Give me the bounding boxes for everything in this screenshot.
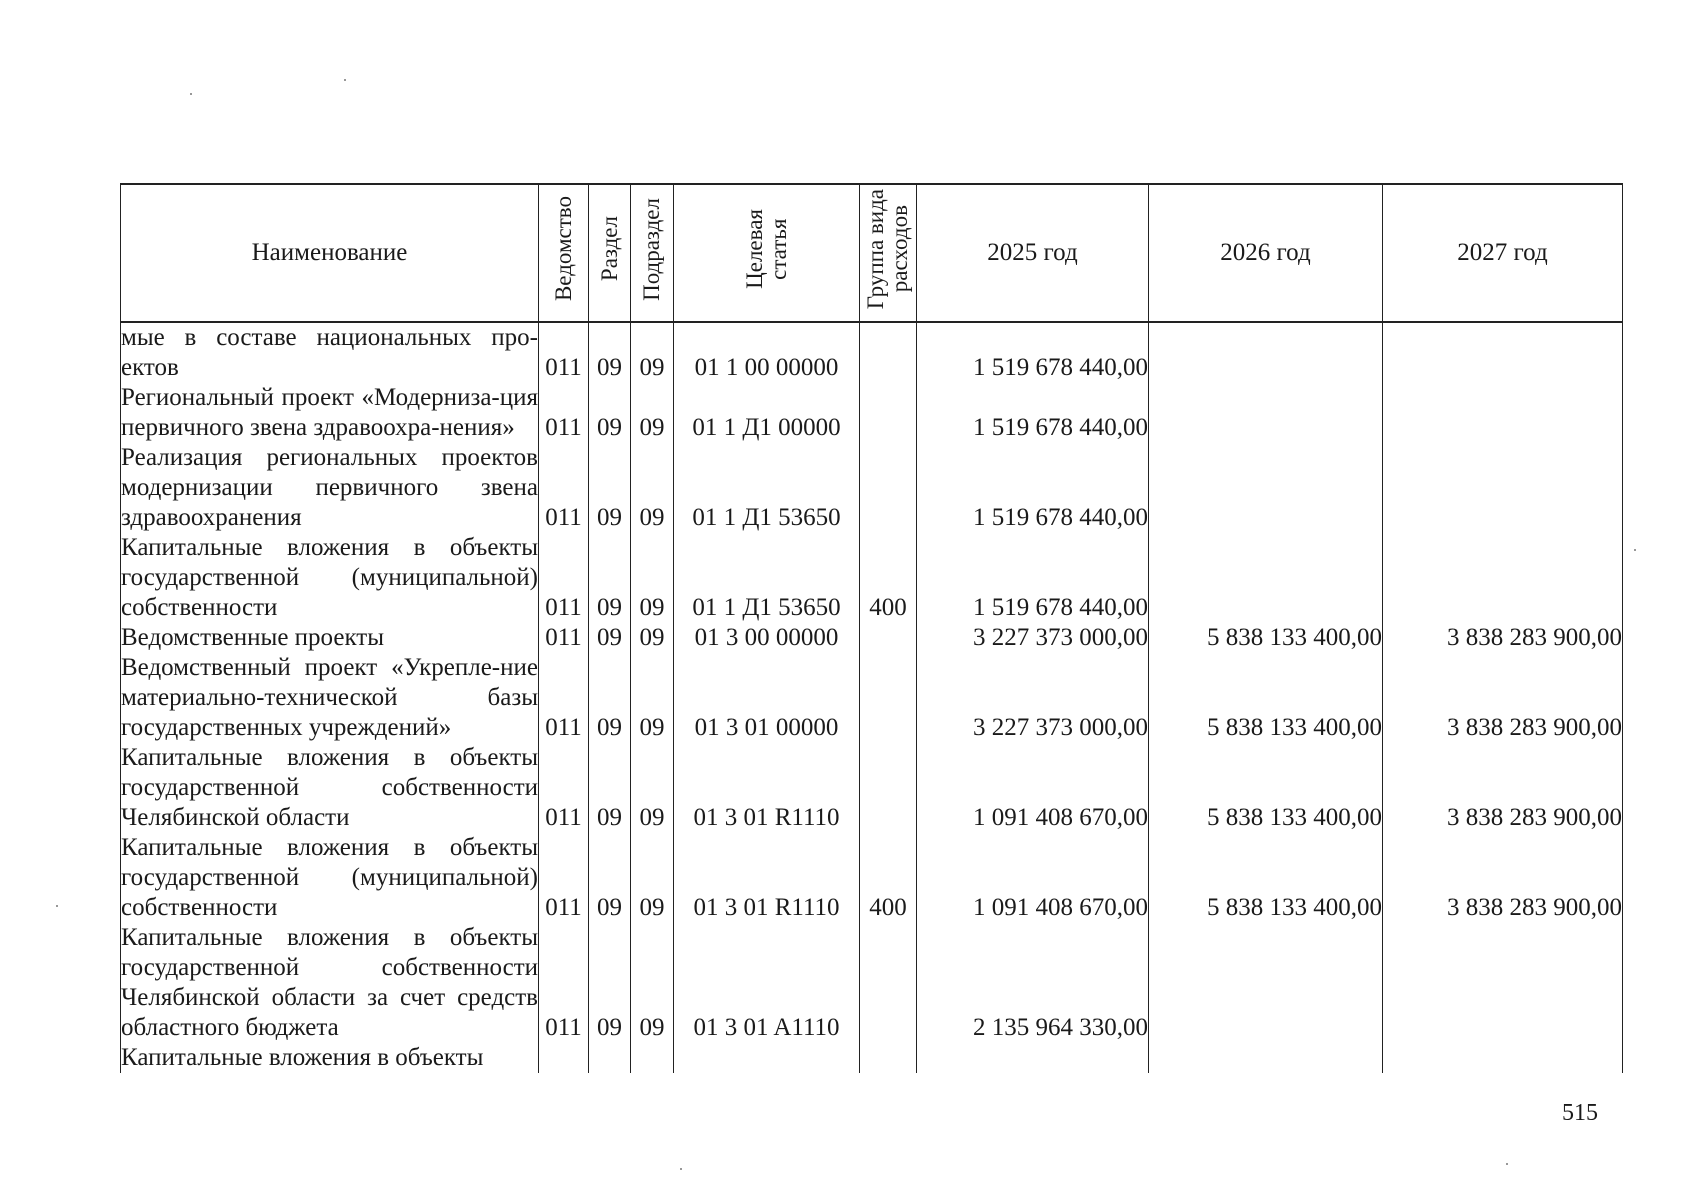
table-row bbox=[121, 1043, 1623, 1073]
cell-2026 bbox=[1149, 923, 1383, 1043]
cell-expense-group bbox=[860, 383, 917, 443]
budget-table-wrapper bbox=[120, 183, 1622, 1073]
cell-target-article: 01 3 01 R1110 bbox=[674, 833, 860, 923]
cell-2026: 5 838 133 400,00 bbox=[1149, 623, 1383, 653]
cell-subsection: 09 bbox=[631, 383, 674, 443]
cell-section: 09 bbox=[589, 923, 631, 1043]
header-2027: 2027 год bbox=[1383, 184, 1623, 322]
header-2026: 2026 год bbox=[1149, 184, 1383, 322]
cell-2026: 5 838 133 400,00 bbox=[1149, 833, 1383, 923]
cell-2025: 3 227 373 000,00 bbox=[917, 623, 1149, 653]
cell-2025: 1 091 408 670,00 bbox=[917, 833, 1149, 923]
cell-subsection: 09 bbox=[631, 653, 674, 743]
cell-name: Капитальные вложения в объекты bbox=[121, 1043, 539, 1073]
cell-expense-group bbox=[860, 322, 917, 383]
scan-speck bbox=[190, 93, 192, 95]
cell-name: Реализация региональных проектов модернизации первичного звена здравоохранения bbox=[121, 444, 538, 531]
cell-expense-group bbox=[860, 443, 917, 533]
cell-2025: 1 519 678 440,00 bbox=[917, 383, 1149, 443]
scan-speck bbox=[344, 79, 346, 81]
table-header-row bbox=[121, 184, 1623, 322]
cell-department: 011 bbox=[539, 833, 589, 923]
table-body bbox=[121, 322, 1623, 1073]
cell-section: 09 bbox=[589, 533, 631, 623]
scan-speck bbox=[56, 905, 58, 907]
header-expense-group: Группа вида расходов bbox=[860, 184, 917, 322]
cell-subsection: 09 bbox=[631, 322, 674, 383]
cell-2027 bbox=[1383, 923, 1623, 1043]
budget-table bbox=[120, 183, 1623, 1073]
header-subsection: Подраздел bbox=[631, 184, 674, 322]
cell-target-article: 01 1 00 00000 bbox=[674, 322, 860, 383]
cell-name: Региональный проект «Модерниза-ция первичного звена здравоохра-нения» bbox=[121, 384, 538, 441]
cell-expense-group bbox=[860, 743, 917, 833]
cell-2027 bbox=[1383, 1043, 1623, 1073]
cell-department: 011 bbox=[539, 322, 589, 383]
cell-section: 09 bbox=[589, 443, 631, 533]
cell-2026 bbox=[1149, 322, 1383, 383]
cell-2026 bbox=[1149, 1043, 1383, 1073]
page-number: 515 bbox=[1562, 1100, 1598, 1126]
cell-2027: 3 838 283 900,00 bbox=[1383, 623, 1623, 653]
table-row bbox=[121, 383, 1623, 443]
table-row bbox=[121, 533, 1623, 623]
cell-section: 09 bbox=[589, 383, 631, 443]
cell-2026 bbox=[1149, 533, 1383, 623]
cell-subsection: 09 bbox=[631, 743, 674, 833]
cell-target-article: 01 3 01 R1110 bbox=[674, 743, 860, 833]
cell-section: 09 bbox=[589, 322, 631, 383]
cell-target-article: 01 3 01 A1110 bbox=[674, 923, 860, 1043]
cell-name: Капитальные вложения в объекты государственной собственности Челябинской области bbox=[121, 744, 538, 831]
cell-name: Капитальные вложения в объекты государственной (муниципальной) собственности bbox=[121, 834, 538, 921]
table-row bbox=[121, 623, 1623, 653]
cell-target-article: 01 1 Д1 53650 bbox=[674, 443, 860, 533]
cell-2026 bbox=[1149, 443, 1383, 533]
cell-name: Ведомственные проекты bbox=[121, 623, 539, 653]
table-row bbox=[121, 833, 1623, 923]
cell-target-article bbox=[674, 1043, 860, 1073]
cell-2027 bbox=[1383, 533, 1623, 623]
cell-2025: 2 135 964 330,00 bbox=[917, 923, 1149, 1043]
cell-department: 011 bbox=[539, 653, 589, 743]
cell-expense-group bbox=[860, 1043, 917, 1073]
cell-department bbox=[539, 1043, 589, 1073]
cell-subsection: 09 bbox=[631, 623, 674, 653]
cell-2025: 1 519 678 440,00 bbox=[917, 322, 1149, 383]
cell-department: 011 bbox=[539, 623, 589, 653]
cell-2027: 3 838 283 900,00 bbox=[1383, 833, 1623, 923]
cell-section: 09 bbox=[589, 833, 631, 923]
table-row bbox=[121, 923, 1623, 1043]
cell-name: Ведомственный проект «Укрепле-ние материально-технической базы государственных учреждений» bbox=[121, 654, 538, 741]
cell-2026 bbox=[1149, 383, 1383, 443]
cell-2026: 5 838 133 400,00 bbox=[1149, 743, 1383, 833]
table-row bbox=[121, 653, 1623, 743]
cell-name: Капитальные вложения в объекты государственной (муниципальной) собственности bbox=[121, 534, 538, 621]
header-section: Раздел bbox=[589, 184, 631, 322]
header-2025: 2025 год bbox=[917, 184, 1149, 322]
cell-expense-group bbox=[860, 653, 917, 743]
cell-2025: 3 227 373 000,00 bbox=[917, 653, 1149, 743]
cell-2027: 3 838 283 900,00 bbox=[1383, 743, 1623, 833]
cell-target-article: 01 1 Д1 00000 bbox=[674, 383, 860, 443]
cell-target-article: 01 3 00 00000 bbox=[674, 623, 860, 653]
cell-expense-group bbox=[860, 623, 917, 653]
cell-department: 011 bbox=[539, 743, 589, 833]
cell-target-article: 01 3 01 00000 bbox=[674, 653, 860, 743]
cell-name: Капитальные вложения в объекты государственной собственности Челябинской области за счет средств областного бюджета bbox=[121, 924, 538, 1041]
cell-section: 09 bbox=[589, 653, 631, 743]
cell-department: 011 bbox=[539, 443, 589, 533]
cell-subsection bbox=[631, 1043, 674, 1073]
header-target-article: Целевая статья bbox=[674, 184, 860, 322]
cell-section bbox=[589, 1043, 631, 1073]
scan-speck bbox=[1506, 1163, 1508, 1165]
cell-section: 09 bbox=[589, 743, 631, 833]
cell-2027 bbox=[1383, 443, 1623, 533]
cell-target-article: 01 1 Д1 53650 bbox=[674, 533, 860, 623]
header-name: Наименование bbox=[121, 184, 539, 322]
cell-department: 011 bbox=[539, 533, 589, 623]
cell-2025: 1 091 408 670,00 bbox=[917, 743, 1149, 833]
cell-expense-group bbox=[860, 923, 917, 1043]
cell-2027: 3 838 283 900,00 bbox=[1383, 653, 1623, 743]
cell-expense-group: 400 bbox=[860, 533, 917, 623]
cell-expense-group: 400 bbox=[860, 833, 917, 923]
header-department: Ведомство bbox=[539, 184, 589, 322]
scan-speck bbox=[680, 1168, 682, 1170]
cell-2025: 1 519 678 440,00 bbox=[917, 533, 1149, 623]
table-row bbox=[121, 322, 1623, 383]
cell-2027 bbox=[1383, 322, 1623, 383]
cell-name: мые в составе национальных про-ектов bbox=[121, 324, 538, 381]
cell-2026: 5 838 133 400,00 bbox=[1149, 653, 1383, 743]
cell-subsection: 09 bbox=[631, 443, 674, 533]
cell-2025 bbox=[917, 1043, 1149, 1073]
cell-section: 09 bbox=[589, 623, 631, 653]
table-row bbox=[121, 743, 1623, 833]
cell-subsection: 09 bbox=[631, 533, 674, 623]
cell-department: 011 bbox=[539, 383, 589, 443]
scan-speck bbox=[1634, 549, 1636, 551]
cell-2027 bbox=[1383, 383, 1623, 443]
cell-subsection: 09 bbox=[631, 923, 674, 1043]
cell-subsection: 09 bbox=[631, 833, 674, 923]
cell-department: 011 bbox=[539, 923, 589, 1043]
table-row bbox=[121, 443, 1623, 533]
cell-2025: 1 519 678 440,00 bbox=[917, 443, 1149, 533]
